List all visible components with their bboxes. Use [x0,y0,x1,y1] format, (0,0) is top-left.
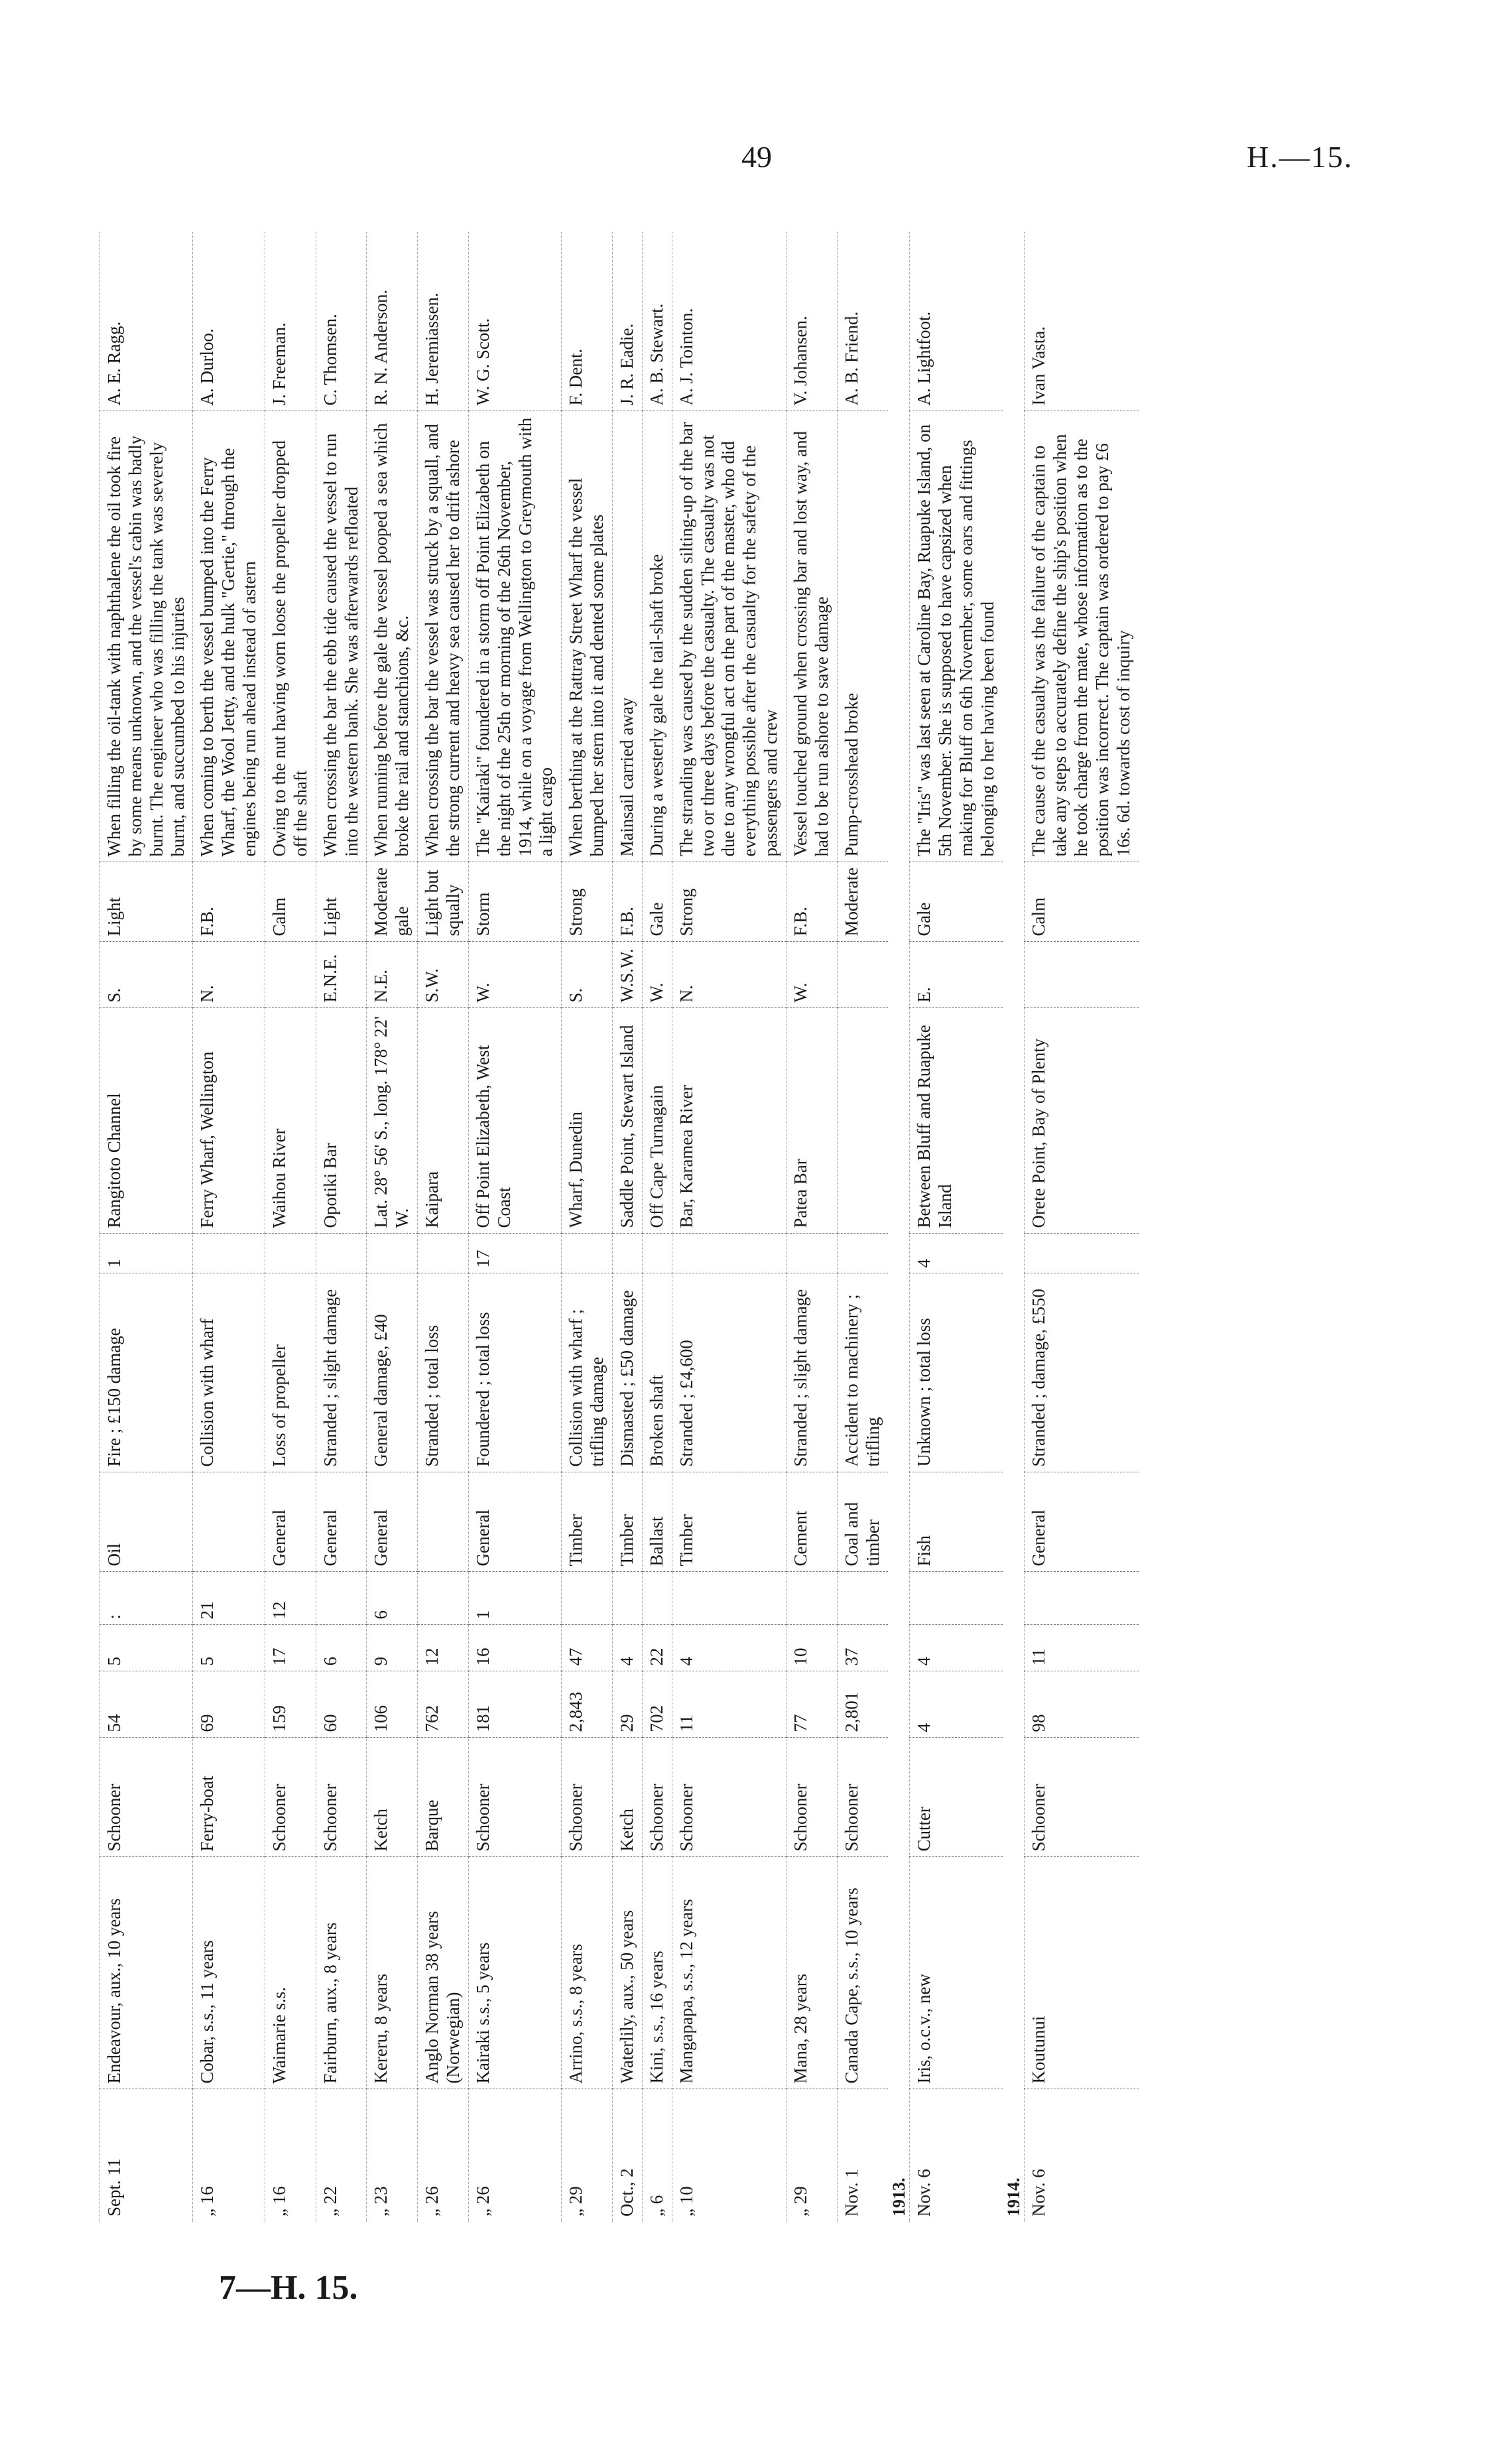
passengers-cell [316,1572,367,1625]
empty-cell [888,1738,910,1857]
cause-cell: When crossing the bar the ebb tide caused the vessel to run into the western bank. She was afterwards refloated [316,411,367,862]
ship-cell: Mana, 28 years [787,1857,838,2089]
officer-cell: J. R. Eadie. [613,232,643,411]
ship-cell: Cobar, s.s., 11 years [193,1857,265,2089]
wind-force-cell: Moderate [837,862,887,942]
tonnage-cell: 181 [468,1671,561,1738]
rig-cell: Schooner [1025,1738,1139,1857]
place-cell: Kaipara [418,1008,469,1234]
rig-cell: Schooner [672,1738,786,1857]
wind-force-cell: F.B. [613,862,643,942]
passengers-cell [837,1572,887,1625]
officer-cell: V. Johansen. [787,232,838,411]
ship-cell: Endeavour, aux., 10 years [100,1857,193,2089]
officer-cell: Ivan Vasta. [1025,232,1139,411]
crew-cell: 9 [367,1625,418,1671]
cause-cell: When running before the gale the vessel pooped a sea which broke the rail and stanchions, &c. [367,411,418,862]
cause-cell: When filling the oil-tank with naphthalene the oil took fire by some means unknown, and the vessel's cabin was badly burnt. The engineer who was filling the tank was severely burnt, and succumbed to his injuries [100,411,193,862]
rig-cell: Schooner [562,1738,613,1857]
ship-cell: Waterlily, aux., 50 years [613,1857,643,2089]
crew-cell: 47 [562,1625,613,1671]
year-cell: 1914. [1003,2177,1023,2217]
empty-cell [1003,1234,1025,1273]
cause-cell: Mainsail carried away [613,411,643,862]
casualty-table-rotated [99,232,1359,2222]
cargo-cell: Cement [787,1472,838,1572]
wind-dir-cell: N.E. [367,942,418,1008]
tonnage-cell: 106 [367,1671,418,1738]
date-cell: Nov. 6 [1025,2089,1139,2222]
officer-cell: A. E. Ragg. [100,232,193,411]
lives-cell [642,1234,672,1273]
officer-cell: J. Freeman. [265,232,316,411]
wind-force-cell: Calm [1025,862,1139,942]
date-cell: „ 29 [562,2089,613,2222]
table-row [367,232,418,2222]
empty-cell [888,1671,910,1738]
lives-cell [316,1234,367,1273]
table-row [100,232,193,2222]
table-row [468,232,561,2222]
crew-cell: 4 [672,1625,786,1671]
cause-cell: Owing to the nut having worn loose the propeller dropped off the shaft [265,411,316,862]
place-cell: Waihou River [265,1008,316,1234]
place-cell: Bar, Karamea River [672,1008,786,1234]
table-row [562,232,613,2222]
wind-dir-cell: E. [910,942,1003,1008]
table-row [316,232,367,2222]
tonnage-cell: 54 [100,1671,193,1738]
passengers-cell [642,1572,672,1625]
table-row [642,232,672,2222]
empty-cell [1003,1472,1025,1572]
empty-cell [888,1008,910,1234]
cause-cell: During a westerly gale the tail-shaft broke [642,411,672,862]
lives-cell [562,1234,613,1273]
wind-dir-cell: N. [193,942,265,1008]
date-cell: „ 26 [418,2089,469,2222]
lives-cell: 1 [100,1234,193,1273]
lives-cell: 4 [910,1234,1003,1273]
wind-force-cell: Calm [265,862,316,942]
empty-cell [888,1472,910,1572]
ship-cell: Fairburn, aux., 8 years [316,1857,367,2089]
crew-cell: 6 [316,1625,367,1671]
table-row [787,232,838,2222]
cargo-cell [193,1472,265,1572]
tonnage-cell: 2,801 [837,1671,887,1738]
rig-cell: Ketch [613,1738,643,1857]
table-row [193,232,265,2222]
crew-cell: 5 [100,1625,193,1671]
rig-cell: Cutter [910,1738,1003,1857]
cause-cell: When crossing the bar the vessel was struck by a squall, and the strong current and heavy sea caused her to drift ashore [418,411,469,862]
empty-cell [888,862,910,942]
cargo-cell: Ballast [642,1472,672,1572]
place-cell: Wharf, Dunedin [562,1008,613,1234]
wind-force-cell: Light [100,862,193,942]
place-cell: Orete Point, Bay of Plenty [1025,1008,1139,1234]
crew-cell: 16 [468,1625,561,1671]
empty-cell [888,232,910,411]
empty-cell [1003,1008,1025,1234]
passengers-cell [418,1572,469,1625]
crew-cell: 17 [265,1625,316,1671]
date-cell: „ 23 [367,2089,418,2222]
lives-cell [837,1234,887,1273]
empty-cell [888,1273,910,1472]
cargo-cell: General [265,1472,316,1572]
lives-cell [613,1234,643,1273]
date-cell: Nov. 6 [910,2089,1003,2222]
passengers-cell: 12 [265,1572,316,1625]
lives-cell: 17 [468,1234,561,1273]
cargo-cell: Timber [672,1472,786,1572]
cause-cell: Pump-crosshead broke [837,411,887,862]
passengers-cell: 21 [193,1572,265,1625]
rig-cell: Schooner [787,1738,838,1857]
nature-cell: General damage, £40 [367,1273,418,1472]
empty-cell [888,942,910,1008]
empty-cell [1003,862,1025,942]
cargo-cell: Timber [562,1472,613,1572]
lives-cell [193,1234,265,1273]
document-reference: H.—15. [1247,140,1354,174]
ship-cell: Canada Cape, s.s., 10 years [837,1857,887,2089]
cargo-cell: Oil [100,1472,193,1572]
table-row [1025,232,1139,2222]
cause-cell: The stranding was caused by the sudden silting-up of the bar two or three days before the casualty. The casualty was not due to any wrongful act on the part of the master, who did everything possible after the casualty for the safety of the passengers and crew [672,411,786,862]
empty-cell [1003,232,1025,411]
empty-cell [888,1625,910,1671]
ship-cell: Mangapapa, s.s., 12 years [672,1857,786,2089]
nature-cell: Stranded ; slight damage [787,1273,838,1472]
officer-cell: A. J. Tointon. [672,232,786,411]
nature-cell: Collision with wharf [193,1273,265,1472]
rig-cell: Barque [418,1738,469,1857]
date-cell: „ 16 [265,2089,316,2222]
lives-cell [418,1234,469,1273]
wind-dir-cell: W. [468,942,561,1008]
wind-force-cell: Gale [642,862,672,942]
nature-cell: Stranded ; total loss [418,1273,469,1472]
passengers-cell: 6 [367,1572,418,1625]
table-row [910,232,1003,2222]
officer-cell: A. Lightfoot. [910,232,1003,411]
nature-cell: Collision with wharf ; trifling damage [562,1273,613,1472]
officer-cell: H. Jeremiassen. [418,232,469,411]
wind-dir-cell: W. [787,942,838,1008]
wind-dir-cell: N. [672,942,786,1008]
rig-cell: Ferry-boat [193,1738,265,1857]
cargo-cell: Fish [910,1472,1003,1572]
rig-cell: Schooner [265,1738,316,1857]
tonnage-cell: 98 [1025,1671,1139,1738]
wind-dir-cell: W.S.W. [613,942,643,1008]
passengers-cell [787,1572,838,1625]
officer-cell: A. B. Stewart. [642,232,672,411]
ship-cell: Waimarie s.s. [265,1857,316,2089]
year-cell: 1913. [889,2177,909,2217]
place-cell: Between Bluff and Ruapuke Island [910,1008,1003,1234]
date-cell: Nov. 1 [837,2089,887,2222]
tonnage-cell: 77 [787,1671,838,1738]
crew-cell: 4 [613,1625,643,1671]
tonnage-cell: 29 [613,1671,643,1738]
cargo-cell: General [1025,1472,1139,1572]
empty-cell [1003,1625,1025,1671]
passengers-cell [562,1572,613,1625]
empty-cell [888,1572,910,1625]
nature-cell: Dismasted ; £50 damage [613,1273,643,1472]
officer-cell: C. Thomsen. [316,232,367,411]
wind-force-cell: F.B. [787,862,838,942]
year-row [888,232,910,2222]
wind-dir-cell: S. [562,942,613,1008]
ship-cell: Iris, o.c.v., new [910,1857,1003,2089]
lives-cell [672,1234,786,1273]
empty-cell [1003,1671,1025,1738]
cause-cell: When berthing at the Rattray Street Wharf the vessel bumped her stern into it and dented some plates [562,411,613,862]
table-row [613,232,643,2222]
crew-cell: 5 [193,1625,265,1671]
lives-cell [367,1234,418,1273]
date-cell: „ 29 [787,2089,838,2222]
cargo-cell: General [316,1472,367,1572]
ship-cell: Koutunui [1025,1857,1139,2089]
table-row [672,232,786,2222]
date-cell: „ 26 [468,2089,561,2222]
crew-cell: 10 [787,1625,838,1671]
passengers-cell [1025,1572,1139,1625]
wind-force-cell: Storm [468,862,561,942]
cause-cell: The "Iris" was last seen at Caroline Bay, Ruapuke Island, on 5th November. She is supposed to have capsized when making for Bluff on 6th November, some oars and fittings belonging to her having been found [910,411,1003,862]
tonnage-cell: 159 [265,1671,316,1738]
wind-force-cell: Gale [910,862,1003,942]
lives-cell [265,1234,316,1273]
wind-dir-cell [1025,942,1139,1008]
year-row [1003,232,1025,2222]
rig-cell: Schooner [316,1738,367,1857]
crew-cell: 37 [837,1625,887,1671]
place-cell: Rangitoto Channel [100,1008,193,1234]
nature-cell: Loss of propeller [265,1273,316,1472]
cargo-cell: General [367,1472,418,1572]
date-cell: „ 16 [193,2089,265,2222]
wind-force-cell: Moderate gale [367,862,418,942]
cargo-cell: Coal and timber [837,1472,887,1572]
ship-cell: Anglo Norman 38 years (Norwegian) [418,1857,469,2089]
rig-cell: Schooner [642,1738,672,1857]
place-cell: Saddle Point, Stewart Island [613,1008,643,1234]
tonnage-cell: 60 [316,1671,367,1738]
passengers-cell [613,1572,643,1625]
signature-mark: 7—H. 15. [219,2269,358,2307]
rig-cell: Schooner [100,1738,193,1857]
lives-cell [1025,1234,1139,1273]
cargo-cell: Timber [613,1472,643,1572]
wind-force-cell: Strong [672,862,786,942]
officer-cell: A. B. Friend. [837,232,887,411]
date-cell: „ 6 [642,2089,672,2222]
casualty-table [99,232,1139,2222]
wind-force-cell: F.B. [193,862,265,942]
place-cell [837,1008,887,1234]
passengers-cell: 1 [468,1572,561,1625]
ship-cell: Kini, s.s., 16 years [642,1857,672,2089]
empty-cell [1003,1738,1025,1857]
nature-cell: Accident to machinery ; trifling [837,1273,887,1472]
wind-dir-cell [265,942,316,1008]
crew-cell: 22 [642,1625,672,1671]
cause-cell: Vessel touched ground when crossing bar and lost way, and had to be run ashore to save damage [787,411,838,862]
date-cell: „ 22 [316,2089,367,2222]
table-row [418,232,469,2222]
page-number: 49 [741,140,772,174]
wind-dir-cell: E.N.E. [316,942,367,1008]
empty-cell [1003,942,1025,1008]
place-cell: Lat. 28° 56' S., long. 178° 22' W. [367,1008,418,1234]
nature-cell: Unknown ; total loss [910,1273,1003,1472]
cause-cell: The cause of the casualty was the failure of the captain to take any steps to accurately define the ship's position when he took charge from the mate, whose information as to the position was incorrect. The captain was ordered to pay £6 16s. 6d. towards cost of inquiry [1025,411,1139,862]
cause-cell: The "Kairaki" foundered in a storm off Point Elizabeth on the night of the 25th or morning of the 26th November, 1914, while on a voyage from Wellington to Greymouth with a light cargo [468,411,561,862]
nature-cell: Stranded ; damage, £550 [1025,1273,1139,1472]
cause-cell: When coming to berth the vessel bumped into the Ferry Wharf, the Wool Jetty, and the hulk "Gertie," through the engines being run ahead instead of astern [193,411,265,862]
wind-force-cell: Strong [562,862,613,942]
passengers-cell [672,1572,786,1625]
wind-dir-cell: S.W. [418,942,469,1008]
crew-cell: 11 [1025,1625,1139,1671]
crew-cell: 12 [418,1625,469,1671]
place-cell: Off Cape Turnagain [642,1008,672,1234]
ship-cell: Kereru, 8 years [367,1857,418,2089]
officer-cell: R. N. Anderson. [367,232,418,411]
rig-cell: Schooner [468,1738,561,1857]
table-row [837,232,887,2222]
wind-dir-cell: W. [642,942,672,1008]
tonnage-cell: 2,843 [562,1671,613,1738]
rig-cell: Ketch [367,1738,418,1857]
officer-cell: F. Dent. [562,232,613,411]
empty-cell [888,1857,910,2089]
date-cell: Oct., 2 [613,2089,643,2222]
nature-cell: Stranded ; £4,600 [672,1273,786,1472]
cargo-cell: General [468,1472,561,1572]
wind-dir-cell: S. [100,942,193,1008]
empty-cell [1003,1273,1025,1472]
table-row [265,232,316,2222]
lives-cell [787,1234,838,1273]
wind-force-cell: Light but squally [418,862,469,942]
tonnage-cell: 69 [193,1671,265,1738]
tonnage-cell: 702 [642,1671,672,1738]
nature-cell: Stranded ; slight damage [316,1273,367,1472]
empty-cell [1003,411,1025,862]
passengers-cell: : [100,1572,193,1625]
ship-cell: Kairaki s.s., 5 years [468,1857,561,2089]
officer-cell: A. Durloo. [193,232,265,411]
cargo-cell [418,1472,469,1572]
tonnage-cell: 11 [672,1671,786,1738]
crew-cell: 4 [910,1625,1003,1671]
place-cell: Opotiki Bar [316,1008,367,1234]
wind-force-cell: Light [316,862,367,942]
nature-cell: Foundered ; total loss [468,1273,561,1472]
wind-dir-cell [837,942,887,1008]
empty-cell [888,411,910,862]
officer-cell: W. G. Scott. [468,232,561,411]
rig-cell: Schooner [837,1738,887,1857]
empty-cell [888,1234,910,1273]
tonnage-cell: 762 [418,1671,469,1738]
passengers-cell [910,1572,1003,1625]
date-cell: „ 10 [672,2089,786,2222]
date-cell: Sept. 11 [100,2089,193,2222]
tonnage-cell: 4 [910,1671,1003,1738]
empty-cell [1003,1857,1025,2089]
place-cell: Ferry Wharf, Wellington [193,1008,265,1234]
ship-cell: Arrino, s.s., 8 years [562,1857,613,2089]
place-cell: Off Point Elizabeth, West Coast [468,1008,561,1234]
place-cell: Patea Bar [787,1008,838,1234]
empty-cell [1003,1572,1025,1625]
nature-cell: Broken shaft [642,1273,672,1472]
nature-cell: Fire ; £150 damage [100,1273,193,1472]
